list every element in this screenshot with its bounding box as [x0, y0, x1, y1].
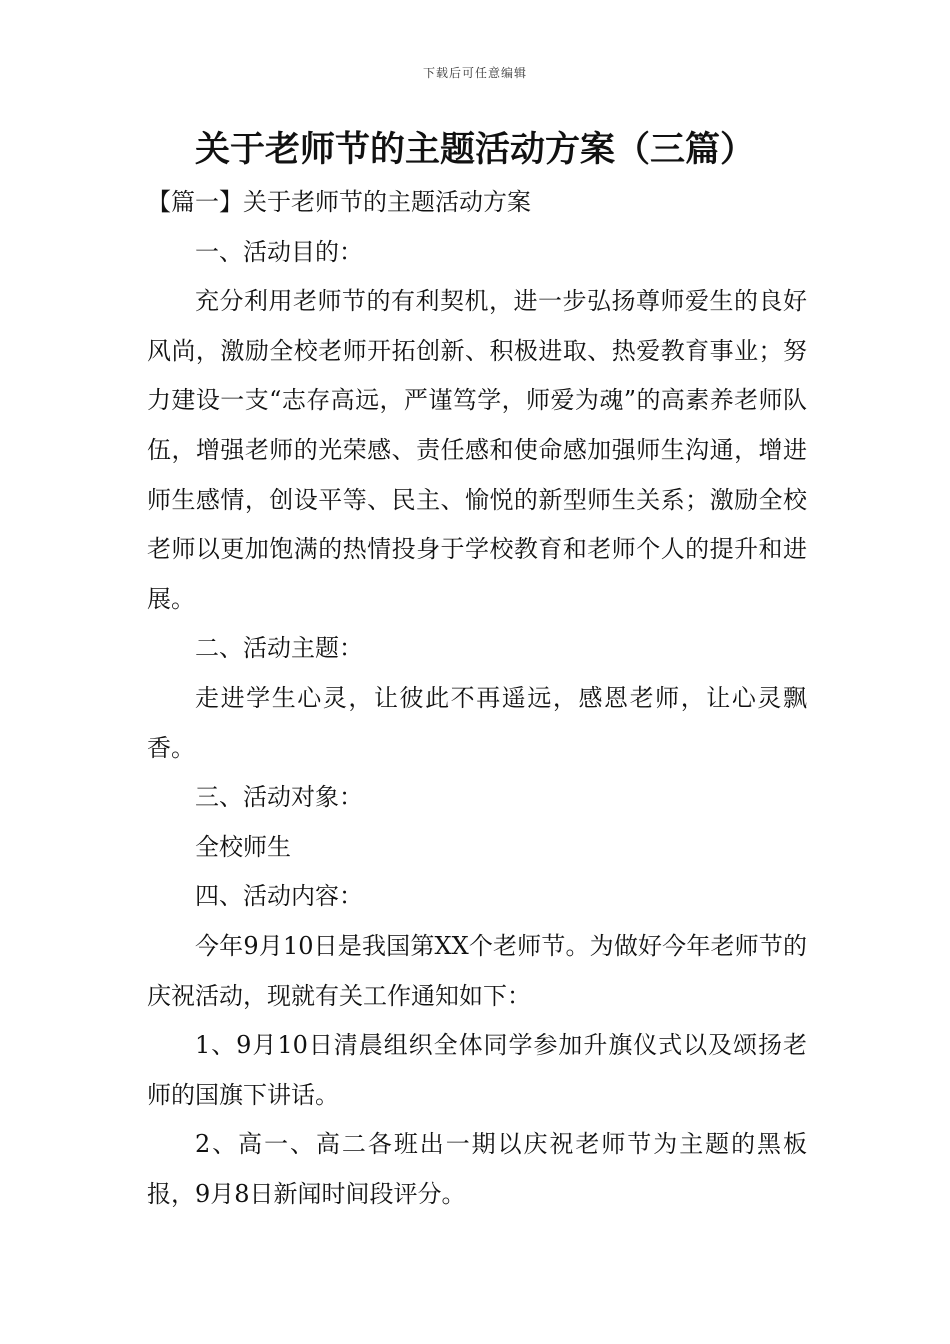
paragraph-purpose: 充分利用老师节的有利契机，进一步弘扬尊师爱生的良好风尚，激励全校老师开拓创新、积极进取、热爱教育事业；努力建设一支“志存高远，严谨笃学，师爱为魂”的高素养老师队伍，增强老师的光荣感、责任感和使命感加强师生沟通，增进师生感情，创设平等、民主、愉悦的新型师生关系；激励全校老师以更加饱满的热情投身于学校教育和老师个人的提升和进展。 — [147, 287, 807, 613]
document-body — [147, 178, 807, 1219]
section-heading-purpose: 一、活动目的： — [195, 237, 363, 266]
section-heading-audience: 三、活动对象： — [195, 783, 363, 812]
paragraph-theme: 走进学生心灵，让彼此不再遥远，感恩老师，让心灵飘香。 — [147, 683, 807, 762]
document-title: 关于老师节的主题活动方案（三篇） — [194, 130, 755, 170]
paragraph-audience: 全校师生 — [195, 832, 291, 861]
paragraph-content-item-2: 2、高一、高二各班出一期以庆祝老师节为主题的黑板报，9月8日新闻时间段评分。 — [147, 1130, 807, 1208]
section-heading-content: 四、活动内容： — [195, 882, 363, 911]
chapter-heading: 【篇一】关于老师节的主题活动方案 — [147, 188, 531, 216]
paragraph-content-item-1: 1、9月10日清晨组织全体同学参加升旗仪式以及颂扬老师的国旗下讲话。 — [147, 1031, 807, 1109]
paragraph-content-intro: 今年9月10日是我国第XX个老师节。为做好今年老师节的庆祝活动，现就有关工作通知如下： — [147, 931, 807, 1010]
section-heading-theme: 二、活动主题： — [195, 634, 363, 663]
header-note: 下载后可任意编辑 — [422, 66, 527, 80]
